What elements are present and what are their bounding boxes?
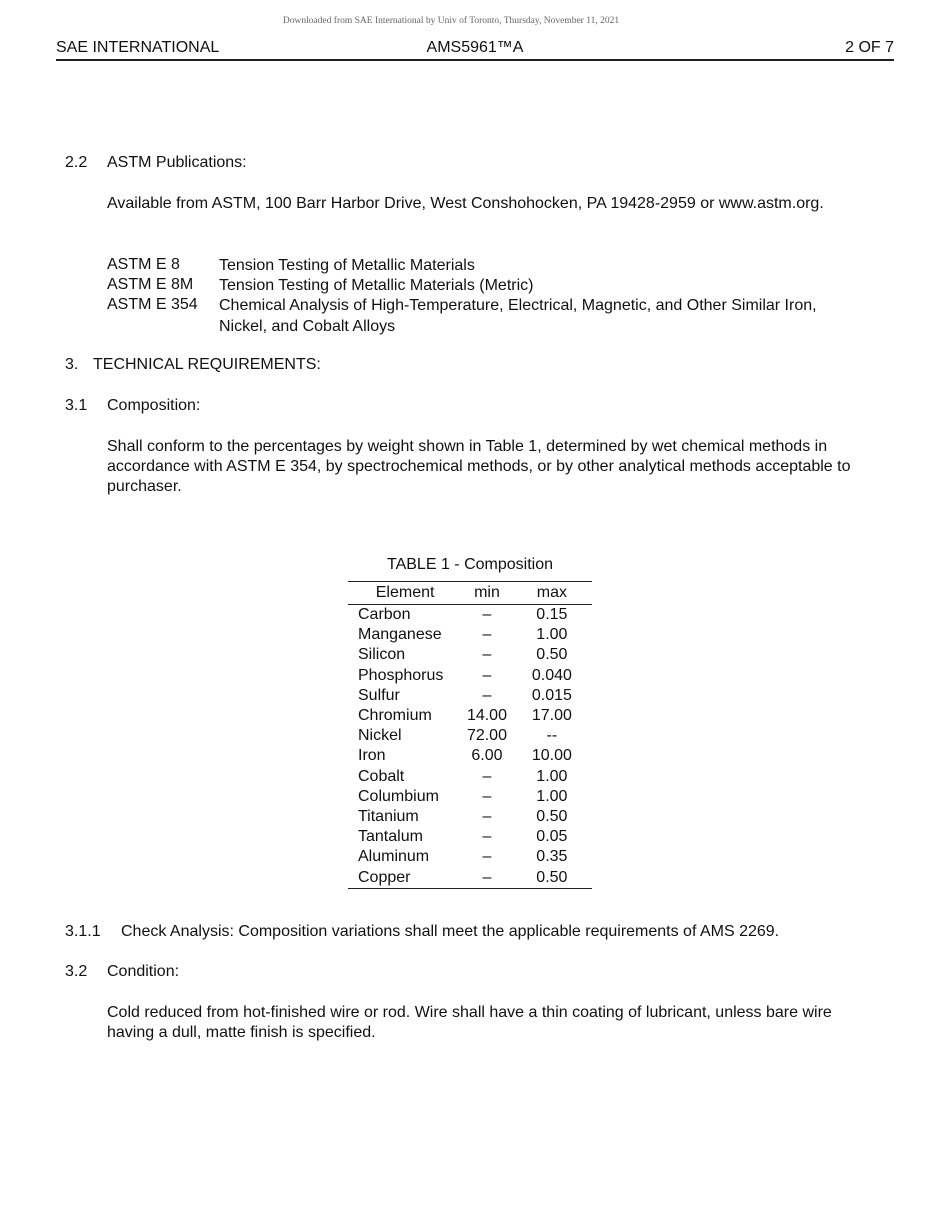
max-cell: 0.50	[512, 867, 592, 888]
max-cell: 10.00	[531, 747, 572, 765]
min-cell: 6.00	[471, 747, 503, 765]
element-cell: Silicon	[358, 646, 406, 664]
max-cell: 0.35	[536, 848, 568, 866]
table-row	[348, 666, 592, 686]
section-2-2-number: 2.2	[65, 154, 88, 171]
element-cell: Carbon	[358, 606, 411, 624]
min-cell: –	[482, 646, 492, 664]
element-cell: Tantalum	[358, 828, 423, 846]
section-2-2-title: ASTM Publications:	[107, 154, 247, 171]
min-cell: –	[482, 686, 492, 704]
min-cell: –	[482, 828, 492, 846]
max-cell: 1.00	[536, 787, 568, 805]
min-cell: –	[462, 867, 512, 888]
min-cell: –	[482, 767, 492, 785]
col-header-min: min	[462, 582, 512, 605]
min-cell: –	[482, 626, 492, 644]
table-row	[348, 807, 592, 827]
section-3-1-title: Composition:	[107, 397, 201, 414]
col-header-max: max	[512, 582, 592, 605]
table-row	[348, 867, 592, 888]
min-cell: 72.00	[466, 727, 507, 745]
composition-table	[348, 581, 592, 889]
table-caption: TABLE 1 - Composition	[387, 556, 553, 573]
header-org: SAE INTERNATIONAL	[56, 39, 220, 56]
header-page-number: 2 OF 7	[845, 39, 894, 56]
max-cell: 0.15	[536, 606, 568, 624]
table-row	[348, 827, 592, 847]
table-row	[348, 847, 592, 867]
ref-title: Tension Testing of Metallic Materials	[219, 257, 475, 274]
element-cell: Iron	[358, 747, 386, 765]
table-row	[348, 706, 592, 726]
ref-code: ASTM E 8M	[107, 276, 194, 293]
element-cell: Columbium	[358, 787, 439, 805]
min-cell: 14.00	[466, 707, 507, 725]
ref-code: ASTM E 8	[107, 256, 180, 273]
header-rule	[56, 59, 894, 61]
section-3-number: 3.	[65, 356, 79, 373]
check-analysis-text: Check Analysis: Composition variations shall meet the applicable requirements of AMS 2269.	[121, 923, 780, 940]
astm-availability-text: Available from ASTM, 100 Barr Harbor Drive, West Conshohocken, PA 19428-2959 or www.astm.org.	[107, 195, 824, 212]
table-row	[348, 767, 592, 787]
section-3-1-1-number: 3.1.1	[65, 923, 101, 940]
table-row	[348, 625, 592, 645]
element-cell: Chromium	[358, 707, 432, 725]
table-row	[348, 726, 592, 746]
header-doc-id: AMS5961™A	[426, 39, 524, 56]
max-cell: 1.00	[536, 767, 568, 785]
table-row	[348, 686, 592, 706]
ref-title: Tension Testing of Metallic Materials (Metric)	[219, 277, 534, 294]
section-3-1-number: 3.1	[65, 397, 88, 414]
col-header-element: Element	[348, 582, 462, 605]
element-cell: Nickel	[358, 727, 402, 745]
max-cell: --	[546, 727, 558, 745]
element-cell: Copper	[348, 867, 462, 888]
min-cell: –	[482, 807, 492, 825]
min-cell: –	[482, 606, 492, 624]
max-cell: 0.05	[536, 828, 568, 846]
element-cell: Phosphorus	[358, 666, 444, 684]
condition-paragraph: Cold reduced from hot-finished wire or rod. Wire shall have a thin coating of lubricant, unless bare wire having a dull, matte finish is specified.	[107, 1004, 832, 1041]
min-cell: –	[482, 848, 492, 866]
max-cell: 0.50	[536, 807, 568, 825]
max-cell: 0.040	[531, 666, 572, 684]
section-3-title: TECHNICAL REQUIREMENTS:	[93, 356, 321, 373]
download-watermark: Downloaded from SAE International by Univ of Toronto, Thursday, November 11, 2021	[282, 16, 620, 26]
min-cell: –	[482, 787, 492, 805]
ref-code: ASTM E 354	[107, 296, 198, 313]
element-cell: Manganese	[358, 626, 442, 644]
section-3-2-number: 3.2	[65, 963, 88, 980]
table-row	[348, 645, 592, 665]
section-3-2-title: Condition:	[107, 963, 180, 980]
table-header-row	[348, 582, 592, 605]
max-cell: 0.015	[531, 686, 572, 704]
max-cell: 17.00	[531, 707, 572, 725]
table-row	[348, 787, 592, 807]
element-cell: Cobalt	[358, 767, 405, 785]
table-row	[348, 746, 592, 766]
element-cell: Aluminum	[358, 848, 430, 866]
composition-paragraph: Shall conform to the percentages by weight shown in Table 1, determined by wet chemical methods in accordance with ASTM E 354, by spectrochemical methods, or by other analytical methods acceptable to purchaser.	[107, 438, 851, 495]
max-cell: 1.00	[536, 626, 568, 644]
min-cell: –	[482, 666, 492, 684]
table-row	[348, 605, 592, 626]
ref-title: Chemical Analysis of High-Temperature, Electrical, Magnetic, and Other Similar Iron, Nickel, and Cobalt Alloys	[219, 297, 817, 335]
element-cell: Titanium	[358, 807, 419, 825]
element-cell: Sulfur	[358, 686, 400, 704]
max-cell: 0.50	[536, 646, 568, 664]
